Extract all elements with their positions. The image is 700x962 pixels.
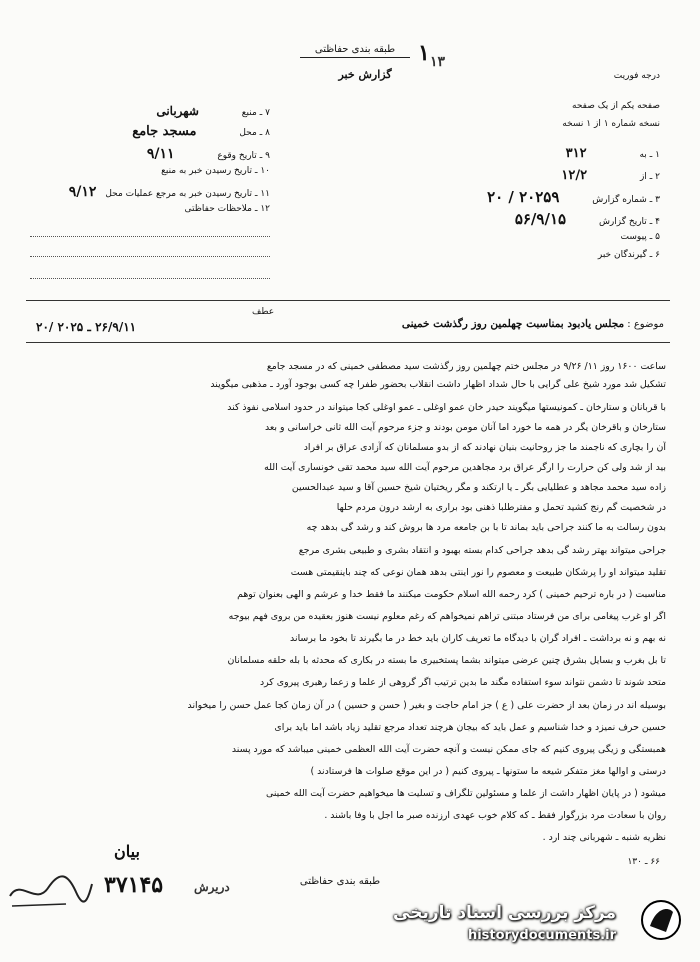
urgency-label: درجه فوریت (613, 71, 660, 81)
field-security-notes: ۱۲ ـ ملاحظات حفاظتی (184, 204, 270, 214)
body-line: زاده سید محمد مجاهد و عطلیایی بگر ـ یا ارتکند و مگر ریختیان شیخ حسین آقا و سید عبدالحسین (291, 482, 666, 493)
field-report-date: ۴ ـ تاریخ گزارش ۵۶/۹/۱۵ (514, 210, 660, 228)
body-line: ستارخان و باقرخان یگر در همه ما خورد اما آنان مومن بودند و جزء مرحوم آیت الله ثانی خراسانی و بعد (264, 422, 666, 433)
footer-code: ۶۶ ـ ۱۳۰ (627, 857, 660, 867)
field-news-to-source-date: ۱۰ ـ تاریخ رسیدن خبر به منبع (161, 166, 270, 176)
body-line: تقلید میتواند او را پرشکان طبیعت و معصوم را نور اینتی بدهد همان نوعی که چند باینقیمتی هست (290, 567, 666, 578)
body-line: اگر او غرب پیغامی برای من فرستاد مبتنی تراهم نمیخواهم که رغم معلوم نیست هنوز بعقیده من بروی فهم بیوجه (228, 611, 666, 622)
subject-label: موضوع : (627, 319, 664, 330)
field-news-to-authority-date: ۱۱ ـ تاریخ رسیدن خبر به مرجع عملیات محل ۹/۱۲ (68, 184, 270, 200)
report-title: گزارش خبر (338, 68, 392, 81)
handwritten-number: ۳۷۱۴۵ (104, 872, 164, 898)
body-line: حسین حرف نمیزد و خدا شناسیم و عمل باید که بیجان هرچند تعداد مرجع تقلید زیاد باشد اما باید برای (274, 722, 666, 733)
subject-line (402, 318, 664, 330)
body-line: درستی و اوالها مغز متفکر شیعه ما ستونها ـ پیروی کنیم ( در این موقع صلوات ها فرستادند ) (310, 766, 666, 777)
field-event-date: ۹ ـ تاریخ وقوع ۹/۱۱ (146, 146, 270, 162)
body-line: مناسبت ( در باره ترحیم خمینی ) کرد رحمه الله اسلام حکومت میکنند ما فقط خدا و عرشم و الهی بعنوان توهم (237, 589, 666, 600)
reference-value: ۲۶/۹/۱۱ ـ ۲۰۲۵ /۲۰ (36, 320, 137, 334)
watermark-name: مرکز بررسی اسناد تاریخی (393, 903, 616, 923)
body-line: بید از شد ولی کن حرارت را ارگر عراق برد مجاهدین مرحوم آیت الله سید محمد تقی خونساری آیت الله (264, 462, 666, 473)
body-line: تا بل بغرب و بسایل بشرق چنین عرضی میتواند بشما پستخبیری ما بسته در بکاری که محدثه با بله حلقه مسلمانان (227, 655, 666, 666)
classification-org: طبقه بندی حفاظتی (300, 44, 410, 58)
body-line: در شخصیت گم رنج کشید تحمل و مفترطلبا ذهنی بود براری به ارشد درون مردم حلها (336, 502, 666, 513)
divider (26, 342, 670, 343)
body-line: نه بهم و نه برداشت ـ افراد گران با دیدگاه ما تعریف کاران باید خط در ما بگیرند تا بخود ما برساند (290, 633, 666, 644)
closing-line: نظریه شنبه ـ شهربانی چند ارد . (542, 832, 666, 843)
body-line: بوسیله اند در زمان بعد از حضرت علی ( ع ) جز امام حاجت و بغیر ( حسن و حسین ) در آن زمان کجا عمل حسن را میخواند (187, 700, 666, 711)
body-line: ساعت ۱۶۰۰ روز ۱۱/ ۹/۲۶ در مجلس ختم چهلمین روز رگذشت سید مصطفی خمینی که در مسجد جامع (266, 361, 666, 372)
dotted-line (30, 256, 270, 257)
field-recipients: ۶ ـ گیرندگان خبر (597, 250, 660, 260)
body-line: همبستگی و زیگی پیروی کنیم که جای ممکن نیست و آنچه حضرت آیت الله العظمی خمینی میباشد که مورد پسند (231, 744, 666, 755)
archive-logo-icon (640, 896, 682, 944)
body-line: با قربانان و ستارخان ـ کمونیستها میگویند حیدر خان عمو اوغلی ـ عمو اوغلی کجا میتواند در حدود اسلامی نفوذ کند (227, 402, 666, 413)
field-place: ۸ ـ محل مسجد جامع (132, 124, 270, 139)
divider (26, 300, 670, 301)
body-line: میشود ( در پایان اظهار داشت از علما و مسئولین تلگراف و تسلیت ها میخواهیم حضرت آیت الله خمینی (266, 788, 666, 799)
body-line: بدون رسالت به ما کنند جراحی باید بماند تا با بن جامعه مرد ها بروش کند و رشد گی بدهد چه (306, 522, 666, 533)
field-attachment: ۵ ـ پیوست (620, 232, 660, 242)
field-report-number: ۳ ـ شماره گزارش ۲۰۲۵۹ / ۲۰ (487, 188, 660, 206)
body-line: روان با سعادت مرد بزرگوار فقط ـ که کلام خوب عهدی ارزنده صبر ما اجل با وفا باشند . (324, 810, 666, 821)
reference-label: عطف (252, 307, 275, 317)
handwritten-top: ۱۳ (430, 54, 446, 70)
field-to: ۱ ـ به ۳۱۲ (565, 146, 660, 161)
page-info: صفحه یکم از یک صفحه (572, 101, 660, 111)
body-line: متحد شوند تا دشمن نتواند سوء استفاده مگند ما بدین ترتیب اگر گروهی از علما و زعما رهبری پیروی کرد (259, 677, 666, 688)
stamp-text: دریرش (194, 880, 230, 894)
signature (6, 866, 96, 916)
handwritten-note: بیان (114, 842, 140, 861)
body-line: آن را بچاری که ناجمند ما جز روحانیت بنیان نهادند که از بدو مسلمانان که آزادی عراق بر افراد (303, 442, 666, 453)
field-from: ۲ ـ از ۱۲/۲ (561, 168, 660, 183)
copy-info: نسخه شماره ۱ از ۱ نسخه (562, 119, 660, 129)
body-line: تشکیل شد مورد شیخ علی گرایی با حال شداد اظهار داشت انقلاب بحضور طفرا چه کسی بوجود آورد ـ مذهبی میگویند (210, 379, 666, 390)
field-source: ۷ ـ منبع شهربانی (156, 104, 270, 118)
dotted-line (30, 278, 270, 279)
body-line: جراحی میتواند بهتر رشد گی بدهد جراحی کدام بسته بهبود و انتقاد بشری و طبیعی بشری مرجع (298, 545, 666, 556)
subject-text: مجلس یادبود بمناسبت چهلمین روز رگذشت خمینی (401, 318, 625, 330)
watermark-url: historydocuments.ir (467, 928, 616, 943)
footer-org: طبقه بندی حفاظتی (299, 876, 381, 887)
dotted-line (30, 236, 270, 237)
handwritten-mark: ۱ (418, 40, 430, 66)
